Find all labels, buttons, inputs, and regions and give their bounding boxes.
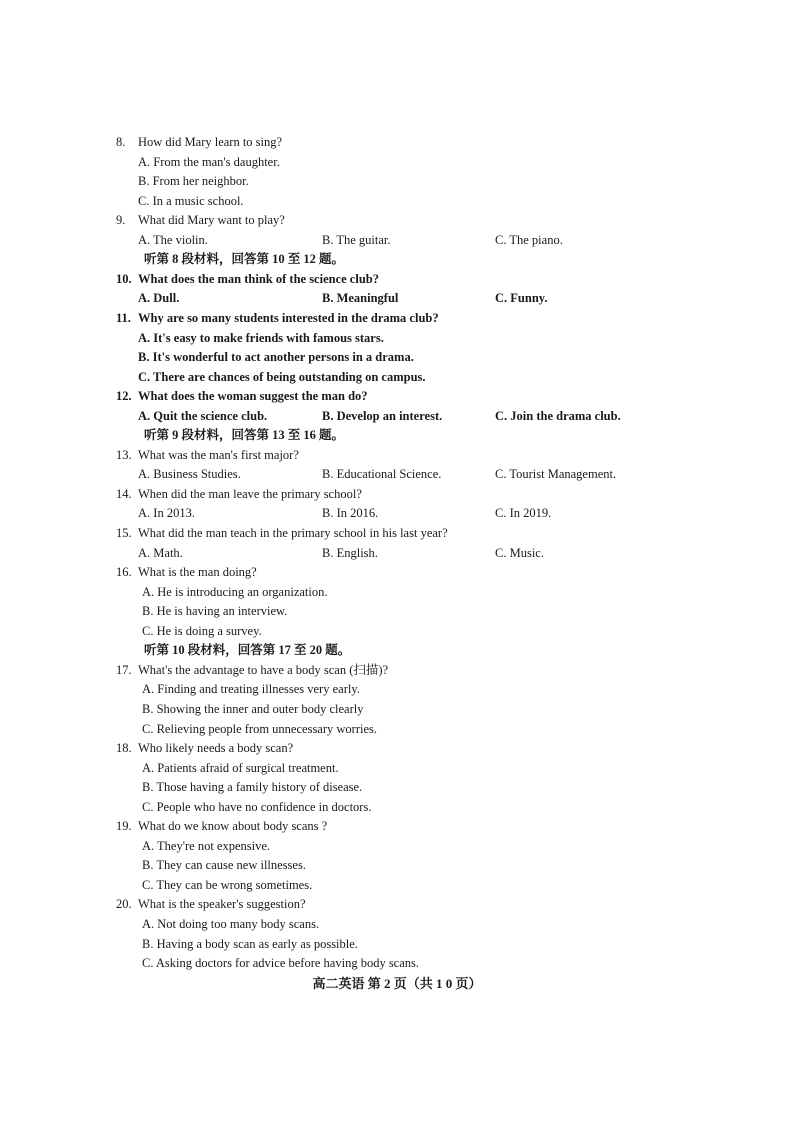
option-b: B. Meaningful bbox=[322, 291, 399, 306]
answer-option bbox=[0, 192, 794, 212]
answer-option bbox=[0, 798, 794, 818]
section-text: 听第 8 段材料，回答第 10 至 12 题。 bbox=[144, 252, 345, 267]
question bbox=[0, 817, 794, 837]
question-number: 11. bbox=[116, 310, 131, 325]
question-number: 9. bbox=[116, 213, 126, 228]
option-c: C. Music. bbox=[495, 545, 544, 560]
question bbox=[0, 309, 794, 329]
option-c: C. In 2019. bbox=[495, 506, 552, 521]
answer-option-row bbox=[0, 504, 794, 524]
section-instruction bbox=[0, 250, 794, 270]
option-text: B. They can cause new illnesses. bbox=[142, 858, 306, 873]
option-a: A. Business Studies. bbox=[138, 467, 241, 482]
option-b: B. In 2016. bbox=[322, 506, 379, 521]
question bbox=[0, 446, 794, 466]
question-text: What does the man think of the science club? bbox=[138, 271, 379, 286]
answer-option bbox=[0, 172, 794, 192]
question-number: 16. bbox=[116, 565, 132, 580]
question-text: What's the advantage to have a body scan (扫描)? bbox=[138, 662, 389, 677]
option-text: B. From her neighbor. bbox=[138, 174, 249, 189]
answer-option bbox=[0, 954, 794, 974]
question-text: What did the man teach in the primary school in his last year? bbox=[138, 526, 448, 540]
question bbox=[0, 895, 794, 915]
answer-option-row bbox=[0, 289, 794, 309]
option-text: C. In a music school. bbox=[138, 193, 244, 208]
option-a: A. The violin. bbox=[138, 232, 208, 247]
question bbox=[0, 524, 794, 544]
page-footer: 高二英语 第 2 页（共 1 0 页） bbox=[312, 976, 482, 991]
question-text: What do we know about body scans ? bbox=[138, 819, 328, 834]
question-number: 13. bbox=[116, 447, 132, 462]
option-b: B. English. bbox=[322, 545, 378, 560]
answer-option bbox=[0, 856, 794, 876]
option-c: C. Join the drama club. bbox=[495, 408, 621, 423]
answer-option bbox=[0, 622, 794, 642]
question-text: What does the woman suggest the man do? bbox=[138, 389, 368, 404]
answer-option-row bbox=[0, 407, 794, 427]
option-c: C. Tourist Management. bbox=[495, 467, 617, 482]
option-a: A. Quit the science club. bbox=[138, 408, 268, 423]
question bbox=[0, 270, 794, 290]
answer-option bbox=[0, 935, 794, 955]
question-number: 12. bbox=[116, 389, 132, 404]
question bbox=[0, 661, 794, 681]
option-c: C. Funny. bbox=[495, 291, 548, 306]
answer-option bbox=[0, 915, 794, 935]
answer-option bbox=[0, 368, 794, 388]
answer-option bbox=[0, 329, 794, 349]
section-instruction bbox=[0, 426, 794, 446]
option-text: C. Relieving people from unnecessary worries. bbox=[142, 721, 378, 736]
option-text: A. Finding and treating illnesses very early. bbox=[142, 682, 360, 697]
option-text: B. Having a body scan as early as possible. bbox=[142, 936, 358, 951]
question bbox=[0, 563, 794, 583]
answer-option-row bbox=[0, 231, 794, 251]
question bbox=[0, 739, 794, 759]
option-text: A. It's easy to make friends with famous stars. bbox=[138, 330, 384, 345]
question bbox=[0, 485, 794, 505]
answer-option bbox=[0, 837, 794, 857]
answer-option bbox=[0, 602, 794, 622]
option-text: A. Patients afraid of surgical treatment. bbox=[142, 760, 339, 775]
question-text: Who likely needs a body scan? bbox=[138, 741, 294, 756]
answer-option bbox=[0, 876, 794, 896]
option-text: C. He is doing a survey. bbox=[142, 623, 262, 638]
question bbox=[0, 387, 794, 407]
option-text: C. There are chances of being outstanding on campus. bbox=[138, 369, 426, 384]
option-text: C. They can be wrong sometimes. bbox=[142, 877, 313, 892]
answer-option-row bbox=[0, 465, 794, 485]
question bbox=[0, 133, 794, 153]
answer-option bbox=[0, 720, 794, 740]
option-a: A. Math. bbox=[138, 545, 183, 560]
answer-option bbox=[0, 759, 794, 779]
question-text: What did Mary want to play? bbox=[138, 213, 285, 228]
option-text: B. Those having a family history of disease. bbox=[142, 780, 363, 795]
answer-option bbox=[0, 348, 794, 368]
option-text: A. From the man's daughter. bbox=[138, 154, 280, 169]
answer-option bbox=[0, 153, 794, 173]
option-text: A. He is introducing an organization. bbox=[142, 584, 328, 599]
question-number: 20. bbox=[116, 897, 132, 912]
section-instruction bbox=[0, 641, 794, 661]
option-a: A. In 2013. bbox=[138, 506, 195, 521]
question-number: 10. bbox=[116, 271, 132, 286]
option-text: A. Not doing too many body scans. bbox=[142, 917, 320, 931]
answer-option bbox=[0, 583, 794, 603]
answer-option bbox=[0, 778, 794, 798]
question-number: 14. bbox=[116, 486, 132, 501]
option-b: B. The guitar. bbox=[322, 232, 391, 247]
option-text: C. Asking doctors for advice before having body scans. bbox=[142, 956, 420, 971]
option-a: A. Dull. bbox=[138, 291, 180, 306]
question-number: 18. bbox=[116, 741, 132, 756]
answer-option-row bbox=[0, 544, 794, 564]
section-text: 听第 9 段材料，回答第 13 至 16 题。 bbox=[144, 428, 345, 443]
question-text: What is the man doing? bbox=[138, 565, 257, 580]
question-text: What is the speaker's suggestion? bbox=[138, 897, 306, 912]
section-text: 听第 10 段材料，回答第 17 至 20 题。 bbox=[144, 643, 351, 658]
option-b: B. Educational Science. bbox=[322, 467, 442, 482]
question-text: When did the man leave the primary school? bbox=[138, 486, 362, 501]
option-text: B. It's wonderful to act another persons in a drama. bbox=[138, 350, 414, 365]
question-number: 19. bbox=[116, 819, 132, 834]
question-number: 8. bbox=[116, 135, 126, 149]
option-text: C. People who have no confidence in doctors. bbox=[142, 799, 372, 814]
answer-option bbox=[0, 700, 794, 720]
question-text: Why are so many students interested in the drama club? bbox=[138, 310, 439, 325]
option-c: C. The piano. bbox=[495, 232, 563, 247]
question-text: What was the man's first major? bbox=[138, 447, 299, 462]
question-number: 15. bbox=[116, 526, 132, 540]
option-text: B. Showing the inner and outer body clearly bbox=[142, 701, 364, 716]
option-text: B. He is having an interview. bbox=[142, 604, 288, 619]
question-text: How did Mary learn to sing? bbox=[138, 135, 283, 149]
option-text: A. They're not expensive. bbox=[142, 838, 271, 853]
question bbox=[0, 211, 794, 231]
option-b: B. Develop an interest. bbox=[322, 408, 443, 423]
answer-option bbox=[0, 680, 794, 700]
question-number: 17. bbox=[116, 662, 132, 677]
